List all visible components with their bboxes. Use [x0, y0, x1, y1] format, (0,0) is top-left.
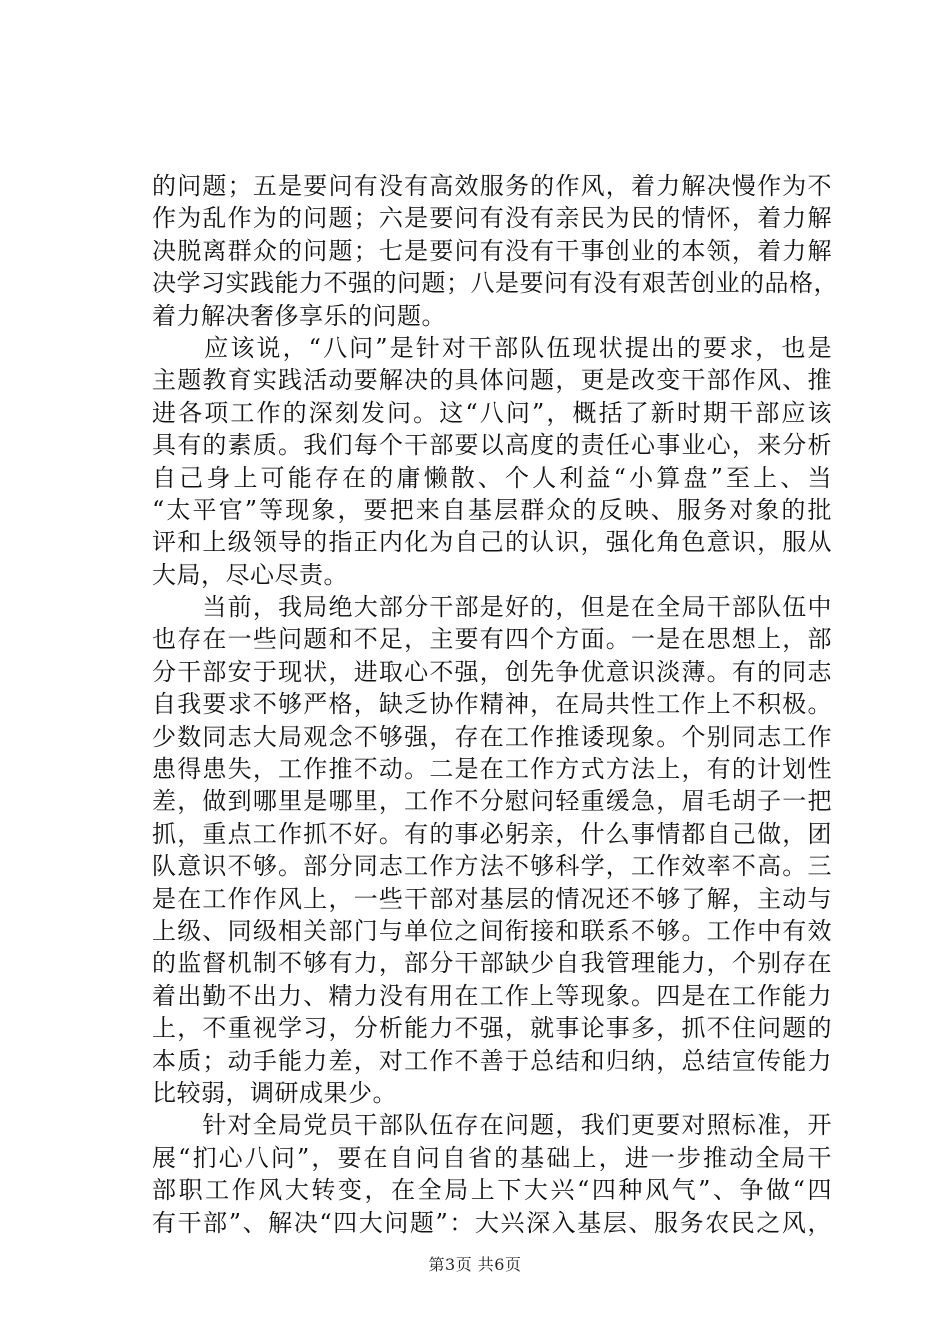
text-line: 有干部”、解决“四大问题”：大兴深入基层、服务农民之风， — [152, 1208, 832, 1237]
text-line: 决脱离群众的问题；七是要问有没有干事创业的本领，着力解 — [152, 236, 832, 265]
text-line: 比较弱，调研成果少。 — [152, 1078, 397, 1107]
text-line: 具有的素质。我们每个干部要以高度的责任心事业心，来分析 — [152, 431, 832, 460]
text-line: 着出勤不出力、精力没有用在工作上等现象。四是在工作能力 — [152, 981, 832, 1010]
text-line: 评和上级领导的指正内化为自己的认识，强化角色意识，服从 — [152, 528, 832, 557]
text-line: 针对全局党员干部队伍存在问题，我们更要对照标准，开 — [152, 1111, 832, 1140]
text-line: 大局，尽心尽责。 — [152, 560, 348, 589]
text-line: 分干部安于现状，进取心不强，创先争优意识淡薄。有的同志 — [152, 657, 832, 686]
text-line: 的监督机制不够有力，部分干部缺少自我管理能力，个别存在 — [152, 949, 832, 978]
text-line: 自我要求不够严格，缺乏协作精神，在局共性工作上不积极。 — [152, 690, 832, 719]
text-line: 差，做到哪里是哪里，工作不分慰问轻重缓急，眉毛胡子一把 — [152, 787, 832, 816]
text-line: 患得患失，工作推不动。二是在工作方式方法上，有的计划性 — [152, 755, 832, 784]
text-line: 上，不重视学习，分析能力不强，就事论事多，抓不住问题的 — [152, 1014, 832, 1043]
text-line: 主题教育实践活动要解决的具体问题，更是改变干部作风、推 — [152, 366, 832, 395]
document-body — [152, 170, 838, 1239]
text-line: 少数同志大局观念不够强，存在工作推诿现象。个别同志工作 — [152, 722, 832, 751]
text-line: “太平官”等现象，要把来自基层群众的反映、服务对象的批 — [152, 495, 832, 524]
text-line: 抓，重点工作抓不好。有的事必躬亲，什么事情都自己做，团 — [152, 819, 832, 848]
text-line: 进各项工作的深刻发问。这“八问”，概括了新时期干部应该 — [152, 398, 832, 427]
text-line: 也存在一些问题和不足，主要有四个方面。一是在思想上，部 — [152, 625, 832, 654]
text-line: 应该说，“八问”是针对干部队伍现状提出的要求，也是 — [152, 333, 832, 362]
text-line: 当前，我局绝大部分干部是好的，但是在全局干部队伍中 — [152, 593, 832, 622]
text-line: 决学习实践能力不强的问题；八是要问有没有艰苦创业的品格， — [152, 269, 838, 298]
text-line: 部职工作风大转变，在全局上下大兴“四种风气”、争做“四 — [152, 1176, 832, 1205]
text-line: 作为乱作为的问题；六是要问有没有亲民为民的情怀，着力解 — [152, 204, 832, 233]
page-footer: 第3页 共6页 — [428, 1255, 522, 1274]
text-line: 上级、同级相关部门与单位之间衔接和联系不够。工作中有效 — [152, 916, 832, 945]
text-line: 是在工作作风上，一些干部对基层的情况还不够了解，主动与 — [152, 884, 832, 913]
text-line: 本质；动手能力差，对工作不善于总结和归纳，总结宣传能力 — [152, 1046, 832, 1075]
text-line: 队意识不够。部分同志工作方法不够科学，工作效率不高。三 — [152, 852, 832, 881]
text-line: 着力解决奢侈享乐的问题。 — [152, 301, 446, 330]
text-line: 展“扪心八问”，要在自问自省的基础上，进一步推动全局干 — [152, 1143, 832, 1172]
text-line: 自己身上可能存在的庸懒散、个人利益“小算盘”至上、当 — [152, 463, 832, 492]
text-line: 的问题；五是要问有没有高效服务的作风，着力解决慢作为不 — [152, 172, 832, 200]
